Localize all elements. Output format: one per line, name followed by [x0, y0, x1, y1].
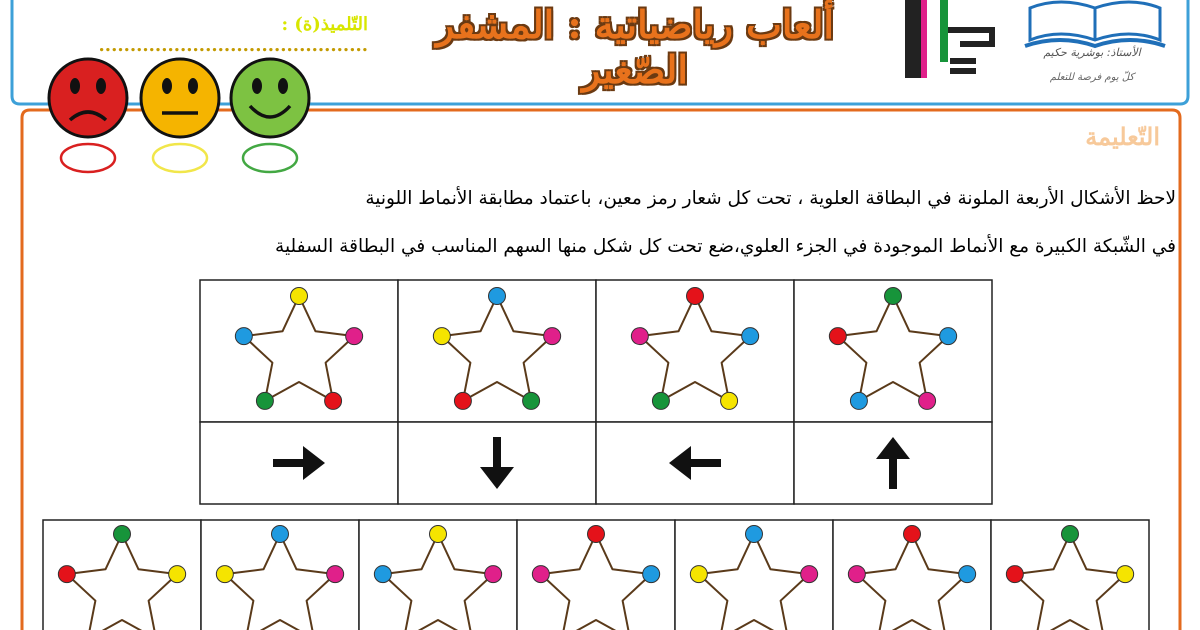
pink-dot	[919, 392, 936, 409]
red-dot	[1006, 566, 1023, 583]
red-dot	[687, 288, 704, 305]
pink-dot	[327, 566, 344, 583]
blue-dot	[643, 566, 660, 583]
motto: كلّ يوم فرصة للتعلم	[1049, 72, 1135, 83]
blue-dot	[489, 288, 506, 305]
instructions-line-2: في الشّبكة الكبيرة مع الأنماط الموجودة في الجزء العلوي،ضع تحت كل شكل منها السهم المناسب في البطاقة السفلية	[275, 236, 1176, 257]
red-dot	[325, 392, 342, 409]
pink-dot	[532, 566, 549, 583]
instructions-heading: التّعليمة	[1085, 122, 1160, 151]
yellow-dot	[1117, 566, 1134, 583]
green-dot	[885, 288, 902, 305]
yellow-dot	[433, 328, 450, 345]
yellow-dot	[169, 566, 186, 583]
green-dot	[114, 526, 131, 543]
instructions-line-1: لاحظ الأشكال الأربعة الملونة في البطاقة العلوية ، تحت كل شعار رمز معين، باعتماد مطابقة الأنماط اللونية	[365, 188, 1176, 209]
pink-dot	[346, 328, 363, 345]
green-dot	[1062, 526, 1079, 543]
key-table	[200, 280, 992, 504]
yellow-dot	[721, 392, 738, 409]
red-dot	[454, 392, 471, 409]
blue-dot	[959, 566, 976, 583]
teacher-name: الأستاذ: بوشرية حكيم	[1043, 46, 1141, 59]
blue-dot	[742, 328, 759, 345]
pink-dot	[631, 328, 648, 345]
green-dot	[523, 392, 540, 409]
page-title: ألعاب رياضياتية : المشفر الصّغير	[436, 2, 834, 92]
pink-dot	[801, 566, 818, 583]
yellow-dot	[291, 288, 308, 305]
red-dot	[829, 328, 846, 345]
blue-dot	[272, 526, 289, 543]
yellow-dot	[216, 566, 233, 583]
student-label: التّلميذ(ة) :	[281, 14, 368, 35]
blue-dot	[235, 328, 252, 345]
pink-dot	[848, 566, 865, 583]
blue-dot	[850, 392, 867, 409]
pink-dot	[485, 566, 502, 583]
pink-dot	[544, 328, 561, 345]
yellow-dot	[690, 566, 707, 583]
red-dot	[904, 526, 921, 543]
blue-dot	[374, 566, 391, 583]
green-dot	[652, 392, 669, 409]
red-dot	[58, 566, 75, 583]
red-dot	[588, 526, 605, 543]
yellow-dot	[430, 526, 447, 543]
puzzle-table	[43, 520, 1149, 630]
blue-dot	[746, 526, 763, 543]
blue-dot	[940, 328, 957, 345]
green-dot	[256, 392, 273, 409]
student-name-dots: ...........................................	[98, 35, 368, 56]
